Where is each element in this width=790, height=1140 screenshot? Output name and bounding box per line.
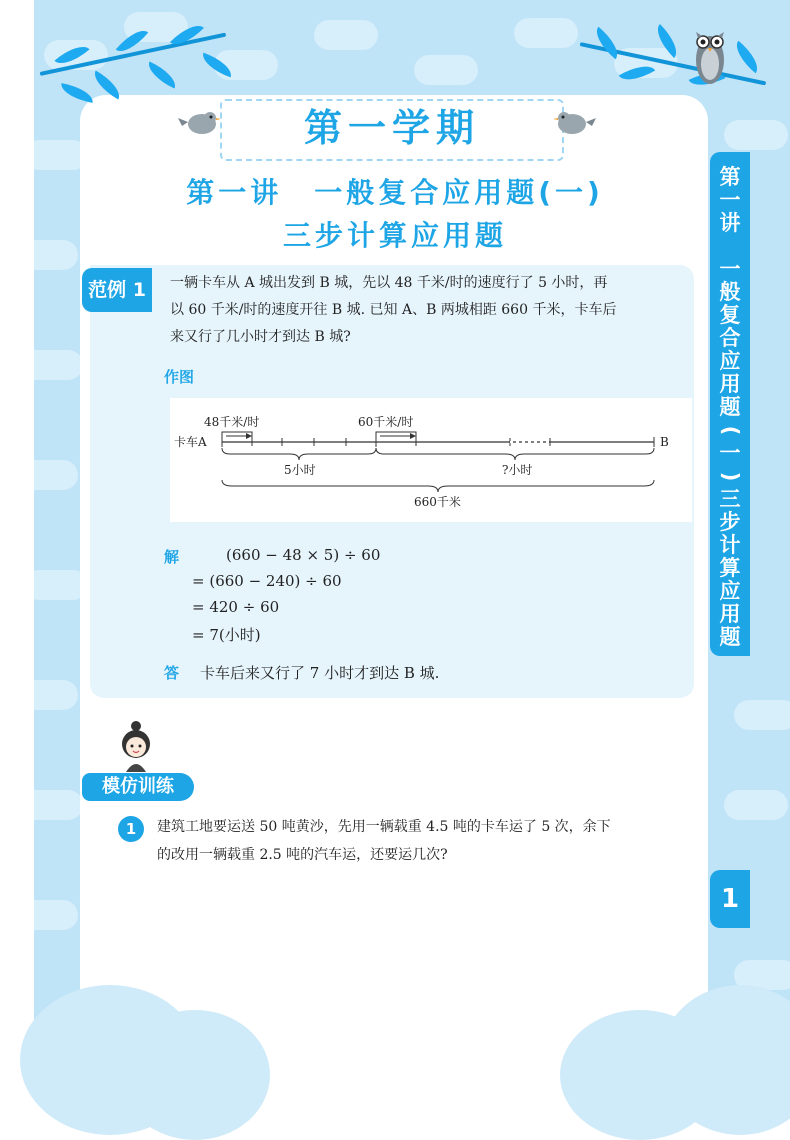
solution-line: = 7(小时): [192, 626, 261, 644]
girl-icon: [118, 720, 154, 772]
solution-line: = (660 − 240) ÷ 60: [192, 572, 342, 590]
solution-label: 解: [164, 548, 180, 566]
question-line: 的改用一辆载重 2.5 吨的汽车运，还要运几次?: [157, 847, 448, 863]
question-number: 1: [118, 816, 144, 842]
practice-question: [157, 813, 697, 869]
lecture-title: 第一讲 一般复合应用题(一): [186, 176, 604, 209]
diagram-label: 作图: [164, 368, 195, 386]
speed2-label: 60千米/时: [358, 415, 414, 429]
solution-line: (660 − 48 × 5) ÷ 60: [226, 546, 381, 564]
line-diagram: [170, 398, 692, 522]
owl-icon: [690, 22, 730, 92]
lecture-subtitle: 三步计算应用题: [282, 219, 507, 252]
speed1-label: 48千米/时: [204, 415, 260, 429]
answer-label: 答: [164, 664, 180, 682]
problem-line: 以 60 千米/时的速度开往 B 城. 已知 A、B 两城相距 660 千米，卡车后: [170, 302, 617, 318]
solution-line: = 420 ÷ 60: [192, 598, 280, 616]
question-line: 建筑工地要运送 50 吨黄沙，先用一辆载重 4.5 吨的卡车运了 5 次，余下: [157, 819, 611, 835]
page-title: 第一学期: [303, 106, 480, 150]
segment2-label: ?小时: [502, 463, 533, 477]
side-tab-text: 第 一 讲 一 般 复 合 应 用 题 ( 一 ) 三 步 计 算 应 用 题: [718, 165, 743, 649]
problem-line: 一辆卡车从 A 城出发到 B 城，先以 48 千米/时的速度行了 5 小时，再: [170, 275, 608, 291]
example-label: 范例 1: [82, 268, 152, 312]
segment1-label: 5小时: [284, 463, 316, 477]
bird-icon: [178, 108, 222, 136]
practice-label: 模仿训练: [82, 773, 194, 801]
problem-line: 来又行了几小时才到达 B 城?: [170, 329, 351, 345]
page-number: 1: [710, 870, 750, 928]
total-label: 660千米: [414, 495, 461, 509]
answer-text: 卡车后来又行了 7 小时才到达 B 城.: [200, 664, 440, 682]
start-label: 卡车A: [174, 435, 207, 449]
example-problem: [170, 270, 694, 351]
end-label: B: [660, 435, 669, 449]
